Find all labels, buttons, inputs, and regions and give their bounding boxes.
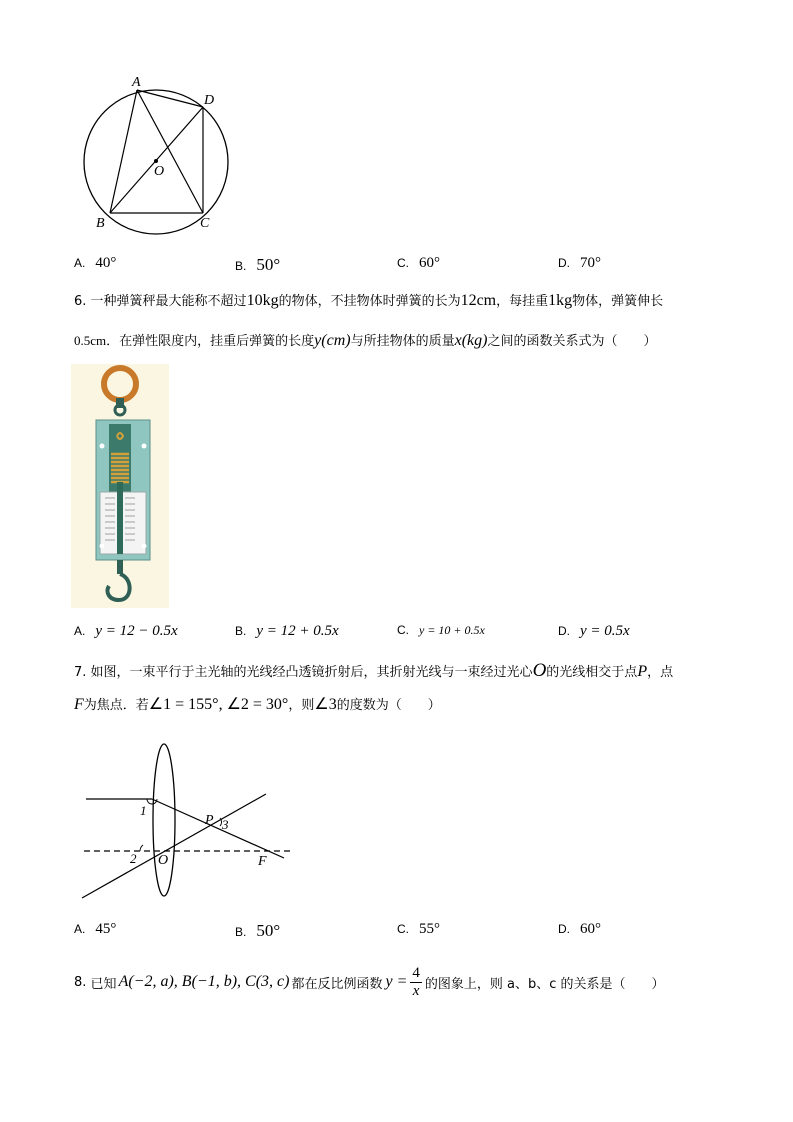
- segment-ad: [137, 90, 203, 107]
- q7-option-a[interactable]: A. 45°: [74, 921, 117, 937]
- q8-line: 8. 已知 A(−2, a), B(−1, b), C(3, c) 都在反比例函数 y = $\frac{4}{x}$ 的图象上，则 a、b、c 的关系是（ ）: [74, 964, 665, 999]
- q5-option-a[interactable]: A. 40°: [74, 255, 117, 271]
- q6-line-2: 0.5cm．在弹性限度内，挂重后弹簧的长度y(cm)与所挂物体的质量x(kg)之间的函数关系式为（ ）: [74, 332, 657, 349]
- q7-line-1: 7. 如图，一束平行于主光轴的光线经凸透镜折射后，其折射光线与一束经过光心O的光线相交于点P，点: [74, 660, 674, 681]
- label-d: D: [204, 93, 215, 108]
- q6-line-1: 6. 一种弹簧秤最大能称不超过10kg的物体，不挂物体时弹簧的长为12cm，每挂重1kg物体，弹簧伸长: [74, 292, 664, 309]
- label-b: B: [96, 216, 105, 231]
- q6-option-b[interactable]: B. y = 12 + 0.5x: [235, 623, 339, 639]
- q5-option-c[interactable]: C. 60°: [397, 255, 440, 271]
- lens: [153, 744, 175, 896]
- label-f: F: [258, 854, 267, 869]
- q5-option-b[interactable]: B. 50°: [235, 255, 281, 274]
- circle-figure: [70, 70, 250, 240]
- label-p: P: [205, 813, 214, 828]
- segment-ab: [110, 90, 137, 213]
- angle-3-label: 3: [222, 817, 229, 832]
- label-a: A: [132, 75, 141, 90]
- segment-ac: [137, 90, 203, 213]
- q7-option-c[interactable]: C. 55°: [397, 921, 440, 937]
- label-o: O: [154, 164, 165, 179]
- spring-scale-image: [71, 364, 169, 608]
- center-ray: [82, 794, 266, 898]
- q6-option-d[interactable]: D. y = 0.5x: [558, 623, 630, 639]
- center-point: [154, 159, 158, 163]
- q5-option-d[interactable]: D. 70°: [558, 255, 601, 271]
- angle-1-label: 1: [140, 803, 147, 818]
- lens-figure: [78, 740, 298, 905]
- q7-option-b[interactable]: B. 50°: [235, 921, 281, 940]
- label-c: C: [200, 216, 210, 231]
- q7-line-2: F为焦点．若∠1 = 155°, ∠2 = 30°，则∠3的度数为（ ）: [74, 696, 441, 713]
- q6-option-a[interactable]: A. y = 12 − 0.5x: [74, 623, 178, 639]
- q7-option-d[interactable]: D. 60°: [558, 921, 601, 937]
- angle-2-label: 2: [130, 851, 137, 866]
- fraction: $\frac{4}{x}$: [412, 964, 420, 999]
- q6-option-c[interactable]: C. y = 10 + 0.5x: [397, 623, 485, 637]
- refracted-ray: [152, 799, 284, 858]
- label-o-lens: O: [158, 853, 169, 868]
